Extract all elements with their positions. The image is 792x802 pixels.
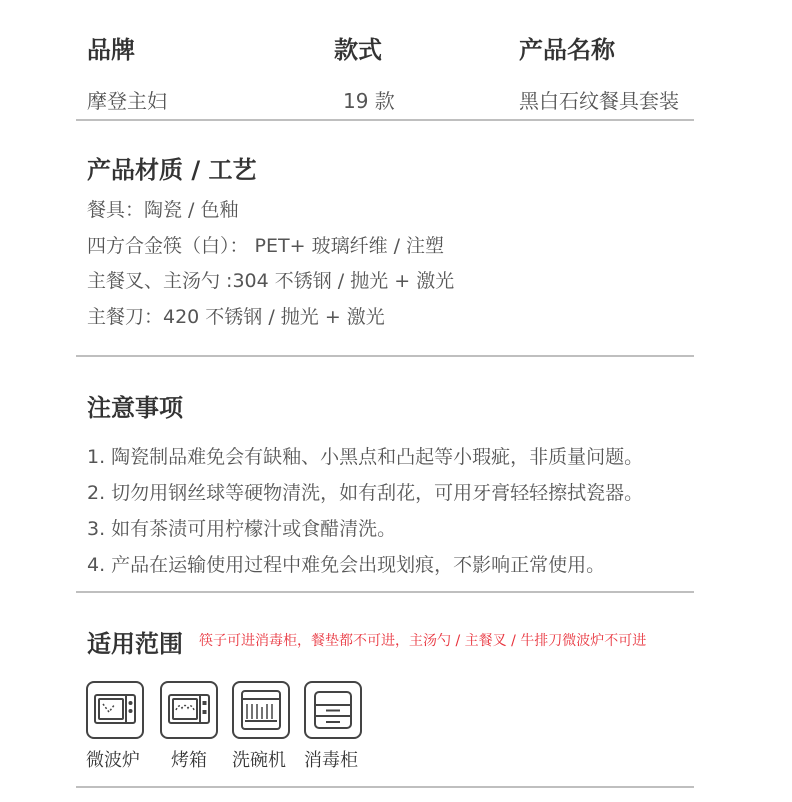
divider: [76, 591, 694, 593]
materials-title: 产品材质 / 工艺: [87, 156, 257, 184]
header-product-name: 产品名称: [519, 36, 615, 64]
appliance-label-dishwasher: 洗碗机: [232, 750, 286, 771]
microwave-icon: [86, 681, 144, 739]
usage-title: 适用范围: [87, 630, 183, 658]
value-brand: 摩登主妇: [87, 89, 167, 113]
notes-title: 注意事项: [87, 394, 183, 422]
material-line: 主餐刀：420 不锈钢 / 抛光 + 激光: [87, 306, 385, 328]
oven-icon: [160, 681, 218, 739]
note-item: 4. 产品在运输使用过程中难免会出现划痕，不影响正常使用。: [87, 554, 606, 576]
header-brand: 品牌: [87, 36, 135, 64]
appliance-label-microwave: 微波炉: [86, 750, 140, 771]
appliance-label-disinfection-cabinet: 消毒柜: [304, 750, 358, 771]
dishwasher-icon: [232, 681, 290, 739]
note-item: 2. 切勿用钢丝球等硬物清洗，如有刮花，可用牙膏轻轻擦拭瓷器。: [87, 482, 644, 504]
note-item: 1. 陶瓷制品难免会有缺釉、小黑点和凸起等小瑕疵，非质量问题。: [87, 446, 644, 468]
material-line: 餐具：陶瓷 / 色釉: [87, 199, 239, 221]
usage-warning: 筷子可进消毒柜，餐垫都不可进，主汤勺 / 主餐叉 / 牛排刀微波炉不可进: [199, 633, 647, 649]
header-style: 款式: [334, 36, 382, 64]
divider: [76, 786, 694, 788]
value-product-name: 黑白石纹餐具套装: [519, 89, 679, 113]
disinfection-cabinet-icon: [304, 681, 362, 739]
appliance-label-oven: 烤箱: [171, 750, 207, 771]
divider: [76, 355, 694, 357]
note-item: 3. 如有茶渍可用柠檬汁或食醋清洗。: [87, 518, 397, 540]
divider: [76, 119, 694, 121]
material-line: 主餐叉、主汤勺 :304 不锈钢 / 抛光 + 激光: [87, 270, 455, 292]
material-line: 四方合金筷（白）： PET+ 玻璃纤维 / 注塑: [87, 235, 445, 257]
value-style: 19 款: [343, 89, 395, 113]
